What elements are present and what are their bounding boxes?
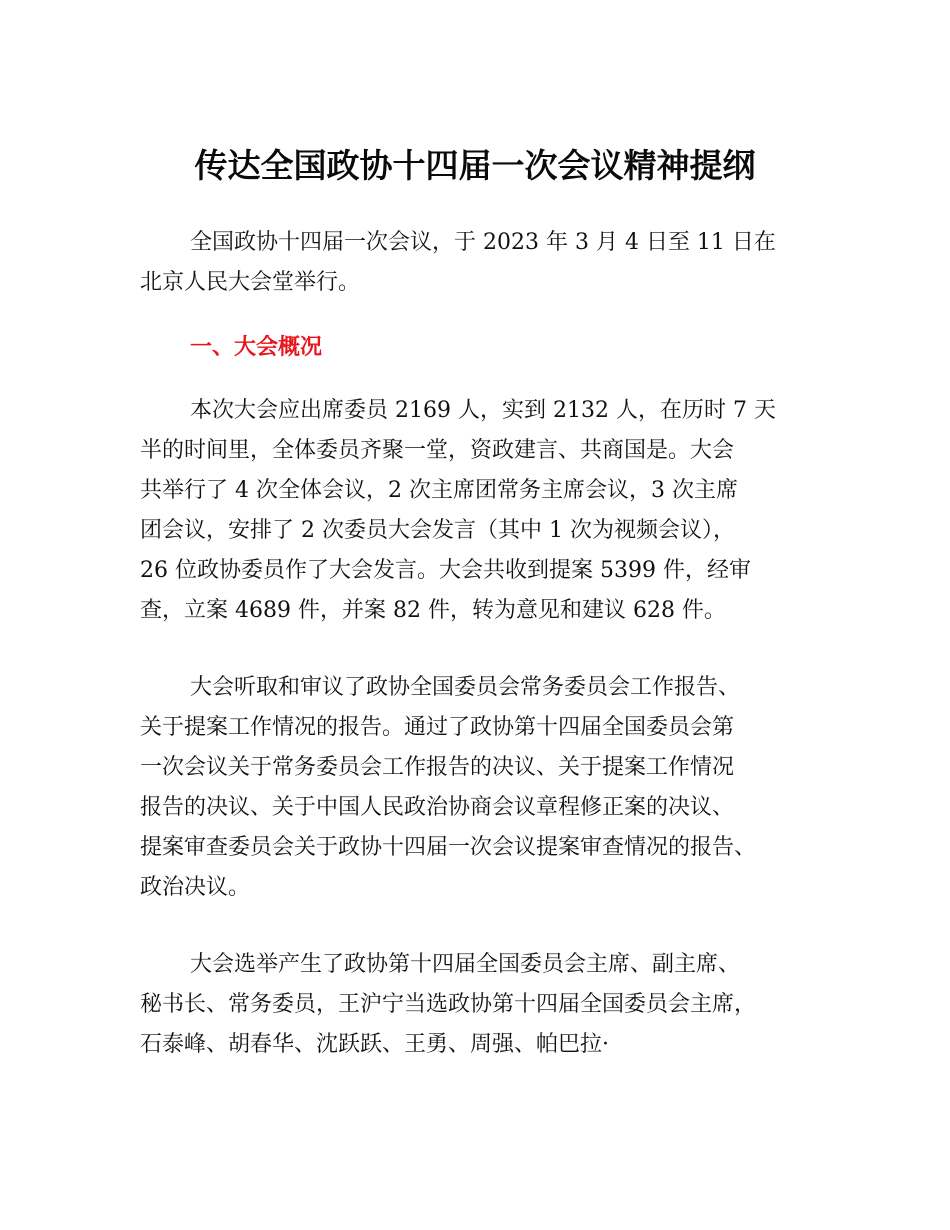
paragraph-line: 政治决议。 [140,875,251,900]
paragraph-line: 大会选举产生了政协第十四届全国委员会主席、副主席、 [190,952,741,977]
section-heading-overview: 一、大会概况 [190,335,323,360]
paragraph-overview [140,391,830,631]
intro-line-1: 全国政协十四届一次会议，于 2023 年 3 月 4 日至 11 日在 [190,230,776,255]
paragraph-line: 一次会议关于常务委员会工作报告的决议、关于提案工作情况 [140,755,735,780]
paragraph-line: 半的时间里，全体委员齐聚一堂，资政建言、共商国是。大会 [140,438,735,463]
document-title: 传达全国政协十四届一次会议精神提纲 [194,146,756,185]
paragraph-elections [140,945,830,1065]
paragraph-reports [140,668,830,908]
paragraph-line: 26 位政协委员作了大会发言。大会共收到提案 5399 件，经审 [140,558,751,583]
paragraph-line: 团会议，安排了 2 次委员大会发言（其中 1 次为视频会议）， [140,518,735,543]
paragraph-line: 查，立案 4689 件，并案 82 件，转为意见和建议 628 件。 [140,598,726,623]
paragraph-line: 报告的决议、关于中国人民政治协商会议章程修正案的决议、 [140,795,735,820]
paragraph-line: 共举行了 4 次全体会议，2 次主席团常务主席会议，3 次主席 [140,478,738,503]
paragraph-line: 本次大会应出席委员 2169 人，实到 2132 人，在历时 7 天 [190,398,776,423]
paragraph-line: 秘书长、常务委员，王沪宁当选政协第十四届全国委员会主席， [140,992,757,1017]
paragraph-line: 大会听取和审议了政协全国委员会常务委员会工作报告、 [190,675,741,700]
intro-line-2: 北京人民大会堂举行。 [140,270,361,295]
intro-paragraph [140,223,830,303]
paragraph-line: 石泰峰、胡春华、沈跃跃、王勇、周强、帕巴拉· [140,1032,609,1057]
paragraph-line: 关于提案工作情况的报告。通过了政协第十四届全国委员会第 [140,715,735,740]
paragraph-line: 提案审查委员会关于政协十四届一次会议提案审查情况的报告、 [140,835,757,860]
